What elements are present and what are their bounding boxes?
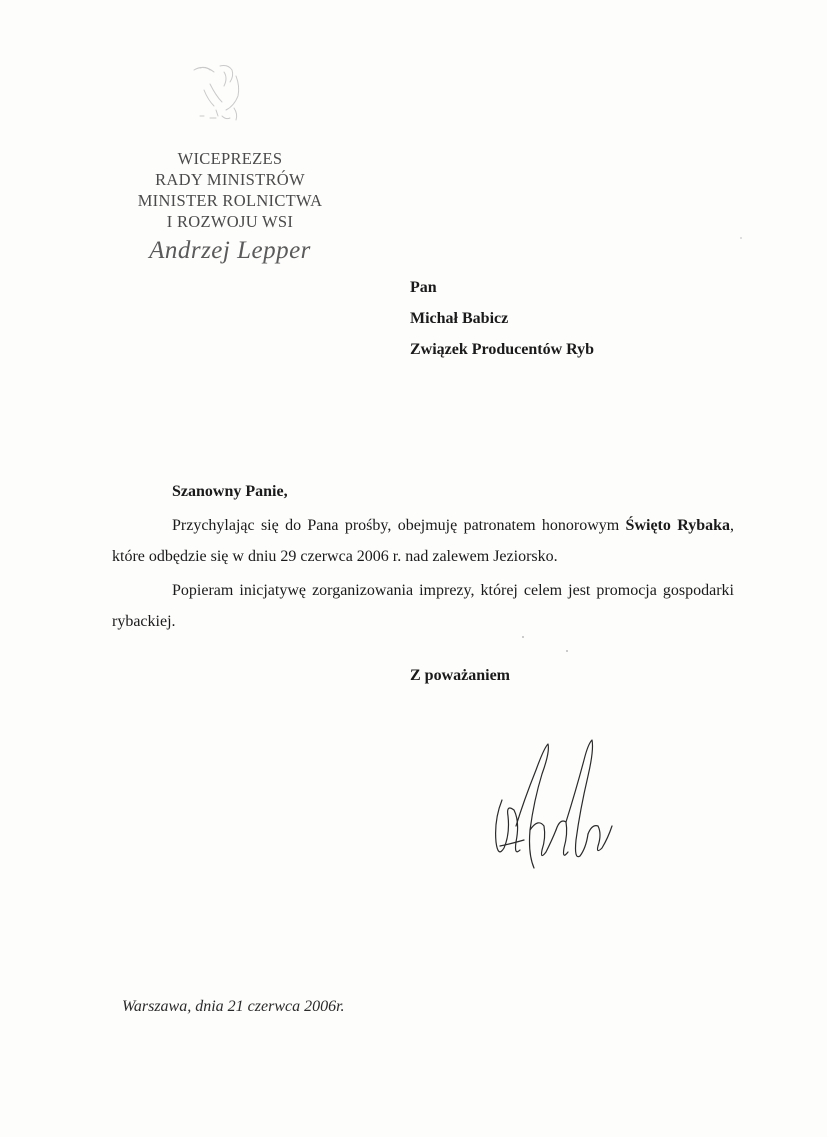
letter-body	[112, 510, 734, 640]
letterhead-line: MINISTER ROLNICTWA	[137, 191, 323, 210]
eagle-emblem-icon	[180, 60, 260, 130]
letterhead	[100, 148, 360, 266]
scan-speck	[566, 650, 568, 652]
signature	[480, 730, 630, 880]
salutation: Szanowny Panie,	[172, 483, 288, 500]
paragraph-2: Popieram inicjatywę zorganizowania imprezy, której celem jest promocja gospodarki rybackiej.	[112, 582, 734, 630]
closing: Z poważaniem	[410, 667, 510, 684]
addressee-block	[410, 272, 594, 365]
scan-speck	[740, 237, 742, 239]
addressee-name: Michał Babicz	[410, 310, 509, 327]
scan-speck	[522, 636, 524, 638]
date-line: Warszawa, dnia 21 czerwca 2006r.	[122, 998, 345, 1015]
paragraph-1-text: Przychylając się do Pana prośby, obejmuję patronatem honorowym	[172, 517, 626, 534]
letterhead-name: Andrzej Lepper	[149, 237, 311, 264]
event-name: Święto Rybaka	[625, 517, 730, 534]
addressee-organization: Związek Producentów Ryb	[410, 341, 595, 358]
letterhead-line: RADY MINISTRÓW	[155, 170, 305, 189]
addressee-title: Pan	[410, 279, 437, 296]
paragraph-1	[112, 510, 734, 572]
paragraph-1-text-end: , które odbędzie się w dniu 29 czerwca 2006 r. nad zalewem Jeziorsko.	[112, 517, 734, 565]
letterhead-line: I ROZWOJU WSI	[166, 212, 294, 231]
letterhead-line: WICEPREZES	[177, 149, 283, 168]
